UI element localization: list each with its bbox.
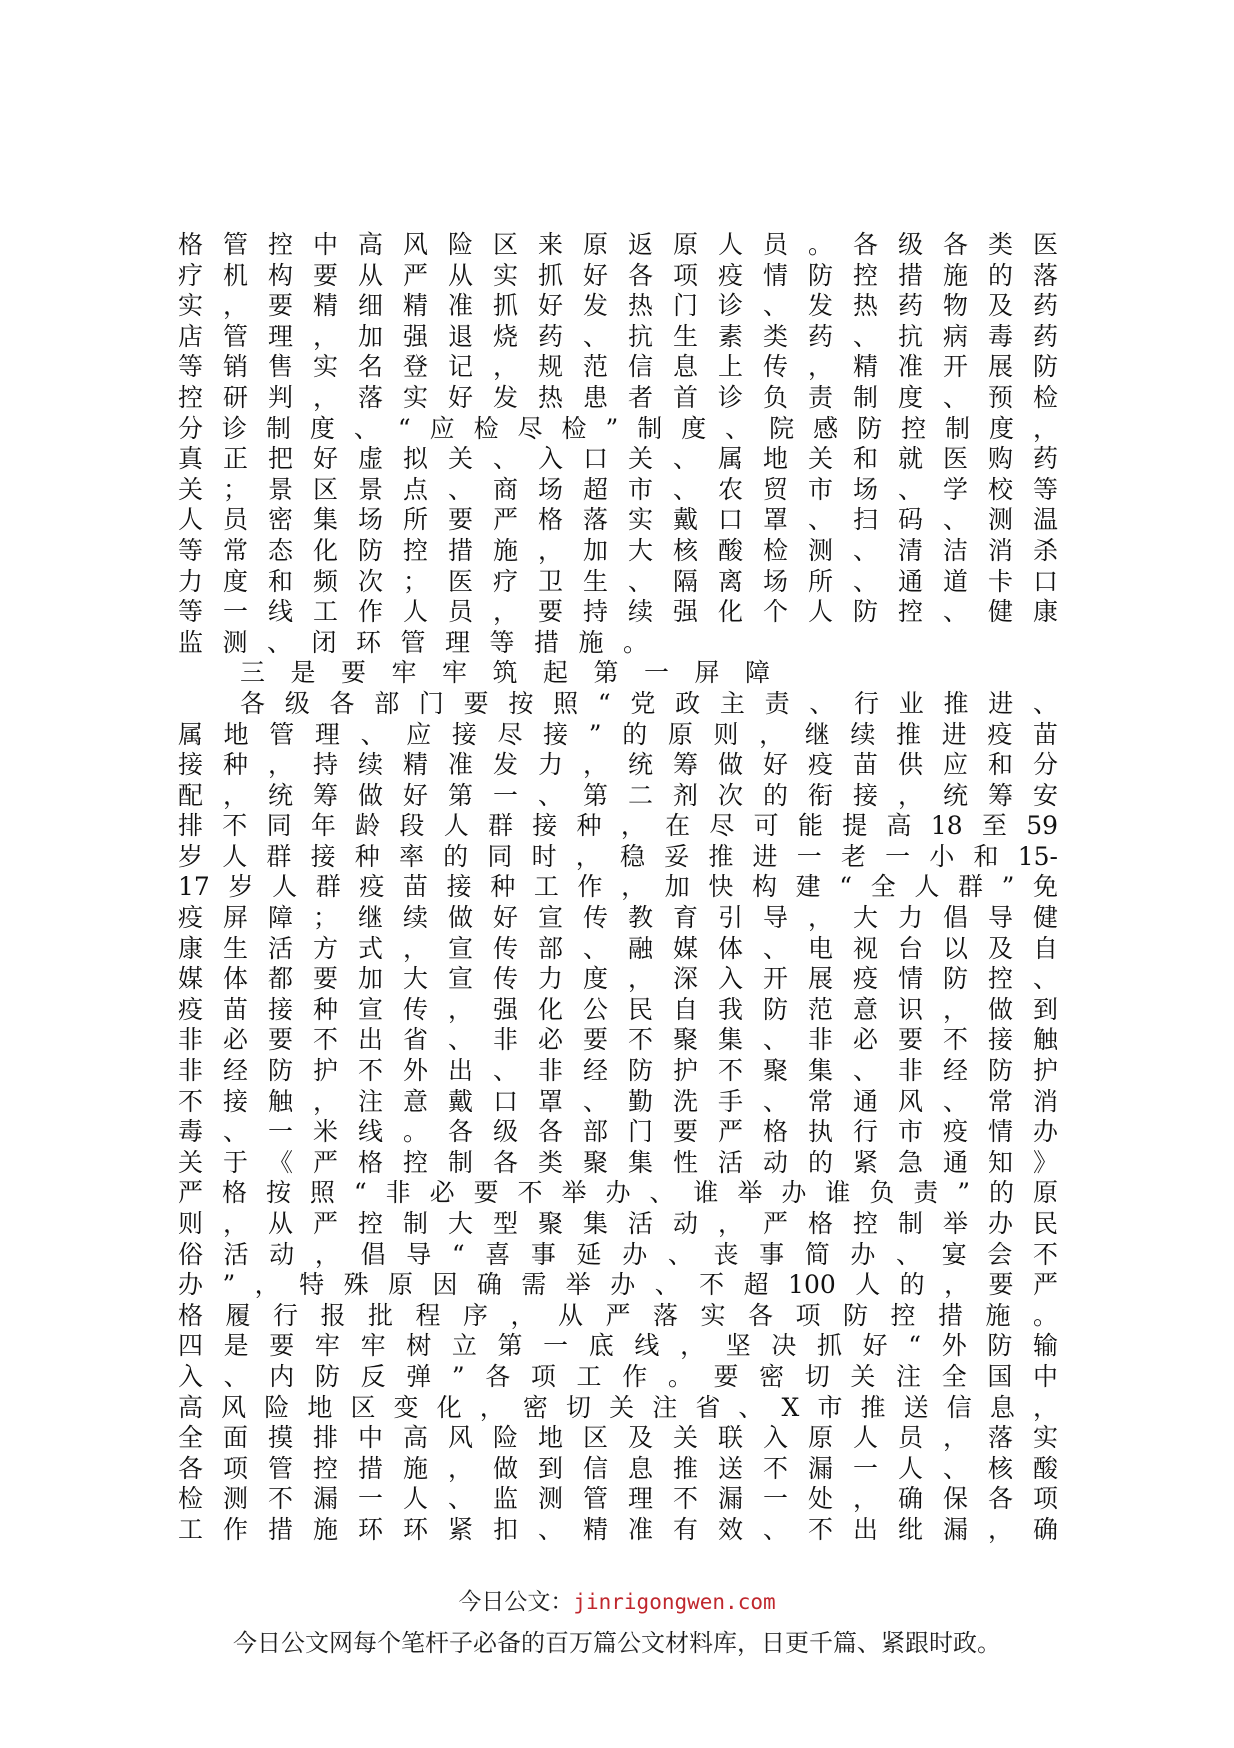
text-line: 康生活方式，宣传部、融媒体、电视台以及自 xyxy=(178,933,1058,963)
text-line: 排不同年龄段人群接种，在尽可能提高18至59 xyxy=(178,811,1058,841)
text-line: 关；景区景点、商场超市、农贸市场、学校等 xyxy=(178,474,1058,504)
text-line: 疗机构要从严从实抓好各项疫情防控措施的落 xyxy=(178,260,1058,290)
section-heading: 三是要牢牢筑起第一屏障 xyxy=(240,658,770,688)
text-line: 高风险地区变化，密切关注省、X市推送信息， xyxy=(178,1392,1058,1422)
text-line: 严格按照“非必要不举办、谁举办谁负责”的原 xyxy=(178,1178,1058,1208)
text-line: 配，统筹做好第一、第二剂次的衔接，统筹安 xyxy=(178,780,1058,810)
text-line: 俗活动，倡导“喜事延办、丧事简办、宴会不 xyxy=(178,1239,1058,1269)
text-line: 关于《严格控制各类聚集性活动的紧急通知》 xyxy=(178,1147,1058,1177)
text-line: 控研判，落实好发热患者首诊负责制度、预检 xyxy=(178,382,1058,412)
text-line: 入、内防反弹”各项工作。要密切关注全国中 xyxy=(178,1361,1058,1391)
footer-site-line xyxy=(0,1586,1234,1618)
text-line: 各级各部门要按照“党政主责、行业推进、 xyxy=(240,688,1058,718)
text-line: 各项管控措施，做到信息推送不漏一人、核酸 xyxy=(178,1453,1058,1483)
text-line: 格管控中高风险区来原返原人员。各级各类医 xyxy=(178,230,1058,259)
text-line: 17岁人群疫苗接种工作，加快构建“全人群”免 xyxy=(178,872,1058,902)
text-line: 等一线工作人员，要持续强化个人防控、健康 xyxy=(178,597,1058,627)
text-line: 疫屏障；继续做好宣传教育引导，大力倡导健 xyxy=(178,903,1058,933)
text-line: 分诊制度、“应检尽检”制度、院感防控制度， xyxy=(178,413,1058,443)
document-body xyxy=(178,230,1058,1546)
text-line: 等销售实名登记，规范信息上传，精准开展防 xyxy=(178,352,1058,382)
text-line: 非经防护不外出、非经防护不聚集、非经防护 xyxy=(178,1056,1058,1086)
text-line: 检测不漏一人、监测管理不漏一处，确保各项 xyxy=(178,1484,1058,1514)
text-line: 格履行报批程序，从严落实各项防控措施。 xyxy=(178,1300,1058,1330)
text-line: 非必要不出省、非必要不聚集、非必要不接触 xyxy=(178,1025,1058,1055)
text-line: 全面摸排中高风险地区及关联入原人员，落实 xyxy=(178,1423,1058,1453)
text-line: 等常态化防控措施，加大核酸检测、清洁消杀 xyxy=(178,535,1058,565)
footer-slogan: 今日公文网每个笔杆子必备的百万篇公文材料库，日更千篇、紧跟时政。 xyxy=(233,1629,1001,1657)
text-line: 不接触，注意戴口罩、勤洗手、常通风、常消 xyxy=(178,1086,1058,1116)
footer-site-url[interactable]: jinrigongwen.com xyxy=(573,1590,776,1614)
text-line: 接种，持续精准发力，统筹做好疫苗供应和分 xyxy=(178,750,1058,780)
text-line: 真正把好虚拟关、入口关、属地关和就医购药 xyxy=(178,444,1058,474)
text-line: 岁人群接种率的同时，稳妥推进一老一小和15- xyxy=(178,841,1058,871)
text-line: 工作措施环环紧扣、精准有效、不出纰漏，确 xyxy=(178,1514,1058,1544)
text-line: 办”，特殊原因确需举办、不超100人的，要严 xyxy=(178,1270,1058,1300)
text-line: 四是要牢牢树立第一底线，坚决抓好“外防输 xyxy=(178,1331,1058,1361)
text-line: 人员密集场所要严格落实戴口罩、扫码、测温 xyxy=(178,505,1058,535)
text-line: 实，要精细精准抓好发热门诊、发热药物及药 xyxy=(178,291,1058,321)
footer-site-label: 今日公文： xyxy=(458,1589,574,1615)
text-line: 属地管理、应接尽接”的原则，继续推进疫苗 xyxy=(178,719,1058,749)
text-line: 毒、一米线。各级各部门要严格执行市疫情办 xyxy=(178,1117,1058,1147)
text-line: 监测、闭环管理等措施。 xyxy=(178,627,648,657)
text-line: 则，从严控制大型聚集活动，严格控制举办民 xyxy=(178,1209,1058,1238)
text-line: 媒体都要加大宣传力度，深入开展疫情防控、 xyxy=(178,964,1058,994)
text-line: 力度和频次；医疗卫生、隔离场所、通道卡口 xyxy=(178,566,1058,596)
text-line: 店管理，加强退烧药、抗生素类药、抗病毒药 xyxy=(178,321,1058,351)
text-line: 疫苗接种宣传，强化公民自我防范意识，做到 xyxy=(178,994,1058,1024)
